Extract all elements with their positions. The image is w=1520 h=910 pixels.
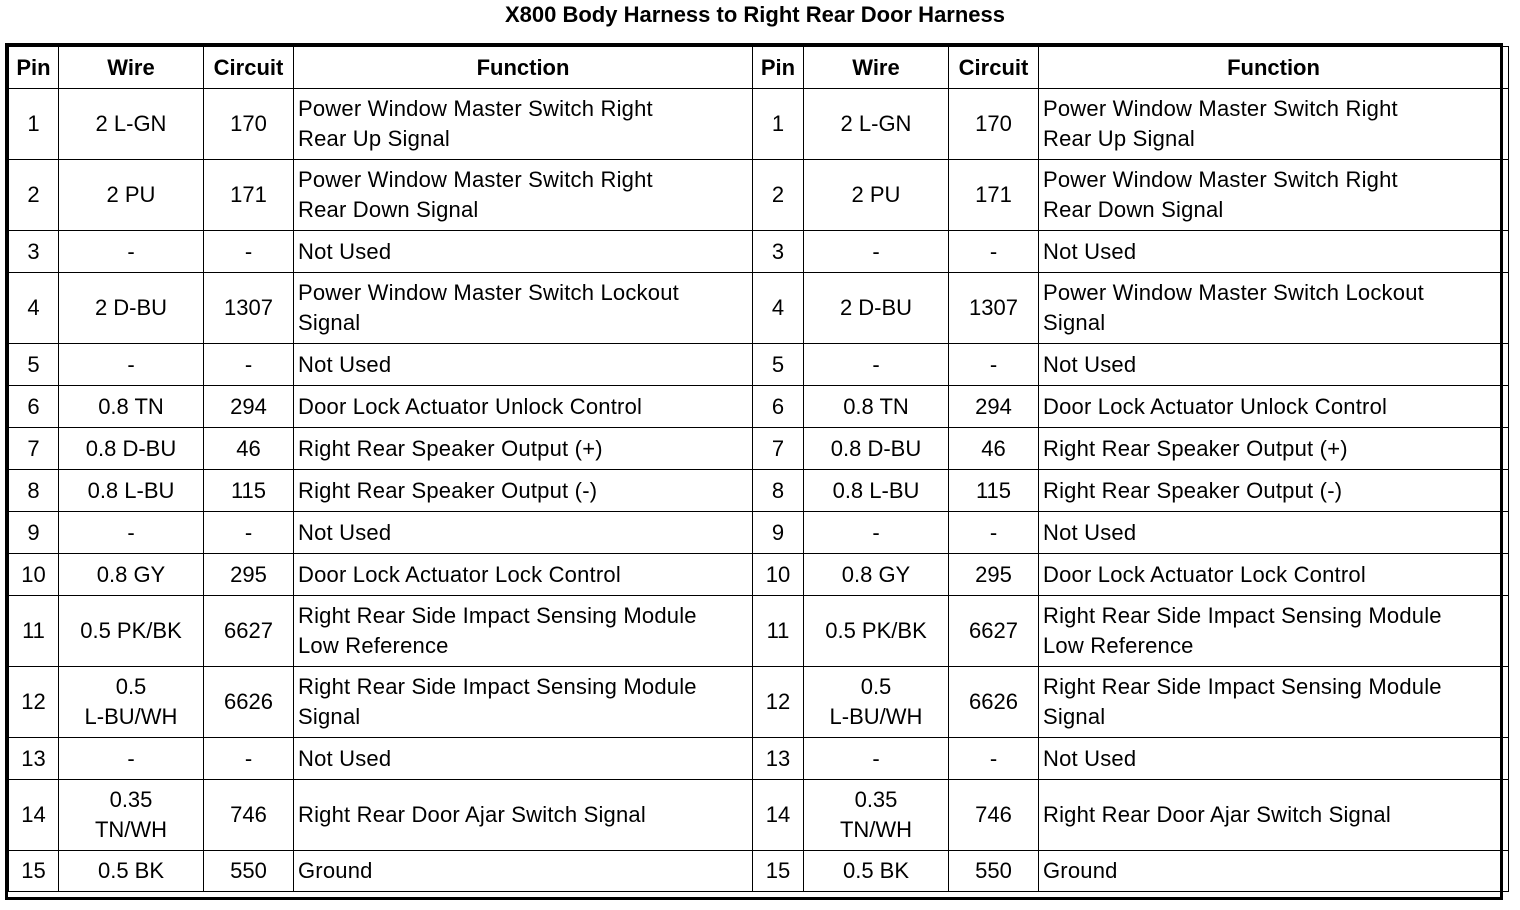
function-cell <box>294 344 753 386</box>
circuit-cell-right: 1307 <box>949 273 1039 344</box>
harness-table-frame <box>5 43 1503 900</box>
function-cell-right <box>1039 344 1509 386</box>
function-cell-line: Not Used <box>298 238 392 264</box>
function-cell <box>294 512 753 554</box>
table-row <box>9 160 1509 231</box>
function-cell-right-line: Door Lock Actuator Lock Control <box>1043 561 1366 587</box>
pin-cell-right: 15 <box>753 851 804 892</box>
wire-cell-line: - <box>127 238 135 264</box>
function-cell-right-line: Not Used <box>1043 745 1137 771</box>
function-cell <box>294 780 753 851</box>
circuit-cell-right: 170 <box>949 89 1039 160</box>
pin-cell-right: 14 <box>753 780 804 851</box>
pin-cell-right: 8 <box>753 470 804 512</box>
function-cell-right-line: Not Used <box>1043 351 1137 377</box>
wire-cell <box>59 554 204 596</box>
function-cell-right-line: Low Reference <box>1043 633 1194 658</box>
wire-cell-line: 0.5 PK/BK <box>80 618 182 643</box>
col-header-pin-right: Pin <box>753 47 804 89</box>
circuit-cell: 6626 <box>204 667 294 738</box>
col-header-wire-right: Wire <box>804 47 949 89</box>
function-cell-right-line: Not Used <box>1043 519 1137 545</box>
function-cell-right <box>1039 738 1509 780</box>
wire-cell-right <box>804 554 949 596</box>
wire-cell <box>59 428 204 470</box>
circuit-cell-right: 46 <box>949 428 1039 470</box>
pin-cell: 12 <box>9 667 59 738</box>
col-header-circuit-right: Circuit <box>949 47 1039 89</box>
wire-cell-right-line: - <box>872 745 880 771</box>
wire-cell-right-line: 2 L-GN <box>840 111 912 136</box>
function-cell-right-line: Rear Down Signal <box>1043 197 1224 222</box>
pin-cell: 10 <box>9 554 59 596</box>
wire-cell-right-line: 0.8 GY <box>841 561 911 587</box>
function-cell-right-line: Right Rear Door Ajar Switch Signal <box>1043 802 1391 827</box>
wire-cell-right-line: 0.35 <box>854 787 898 812</box>
table-row <box>9 89 1509 160</box>
pin-cell: 4 <box>9 273 59 344</box>
circuit-cell-right: 746 <box>949 780 1039 851</box>
function-cell-right-line: Ground <box>1043 858 1118 883</box>
function-cell <box>294 273 753 344</box>
header-row <box>9 47 1509 89</box>
circuit-cell-right: - <box>949 512 1039 554</box>
wire-cell-right <box>804 596 949 667</box>
circuit-cell-right: 550 <box>949 851 1039 892</box>
pin-cell-right: 5 <box>753 344 804 386</box>
wire-cell-right-line: 0.5 <box>860 674 892 699</box>
function-cell-line: Door Lock Actuator Unlock Control <box>298 393 643 419</box>
col-header-function: Function <box>294 47 753 89</box>
table-row <box>9 512 1509 554</box>
function-cell-line: Low Reference <box>298 633 449 658</box>
col-header-function-right: Function <box>1039 47 1509 89</box>
function-cell-line: Ground <box>298 858 373 883</box>
wire-cell-right-line: 2 PU <box>851 182 901 207</box>
function-cell-line: Right Rear Side Impact Sensing Module <box>298 674 697 699</box>
wire-cell-line: 0.35 <box>109 787 153 812</box>
wire-cell-line: 0.8 L-BU <box>87 477 175 503</box>
circuit-cell: 170 <box>204 89 294 160</box>
col-header-circuit: Circuit <box>204 47 294 89</box>
wire-cell <box>59 851 204 892</box>
wire-cell-right <box>804 386 949 428</box>
wire-cell <box>59 738 204 780</box>
function-cell <box>294 231 753 273</box>
wire-cell-right-line: - <box>872 238 880 264</box>
wire-cell-right-line: TN/WH <box>839 817 913 842</box>
circuit-cell: - <box>204 512 294 554</box>
pin-cell: 8 <box>9 470 59 512</box>
function-cell-line: Rear Down Signal <box>298 197 479 222</box>
wire-cell-right <box>804 738 949 780</box>
function-cell-right <box>1039 851 1509 892</box>
function-cell <box>294 667 753 738</box>
circuit-cell: 115 <box>204 470 294 512</box>
function-cell-line: Power Window Master Switch Lockout <box>298 280 679 305</box>
table-row <box>9 470 1509 512</box>
wire-cell <box>59 470 204 512</box>
circuit-cell: - <box>204 344 294 386</box>
function-cell-line: Door Lock Actuator Lock Control <box>298 561 621 587</box>
wire-cell-line: 0.5 BK <box>97 858 165 883</box>
wire-cell <box>59 667 204 738</box>
function-cell <box>294 851 753 892</box>
circuit-cell: 295 <box>204 554 294 596</box>
wire-cell-line: 0.8 D-BU <box>85 435 177 461</box>
pin-cell-right: 12 <box>753 667 804 738</box>
wire-cell-right <box>804 512 949 554</box>
wire-cell-right <box>804 231 949 273</box>
pin-cell: 14 <box>9 780 59 851</box>
wire-cell-right <box>804 851 949 892</box>
function-cell <box>294 428 753 470</box>
wire-cell-line: - <box>127 351 135 377</box>
function-cell-right-line: Signal <box>1043 310 1106 335</box>
function-cell-line: Not Used <box>298 519 392 545</box>
function-cell-line: Right Rear Side Impact Sensing Module <box>298 603 697 628</box>
function-cell-right <box>1039 512 1509 554</box>
pin-cell: 15 <box>9 851 59 892</box>
wire-cell-line: - <box>127 745 135 771</box>
wire-cell-line: 2 D-BU <box>94 295 168 320</box>
pin-cell: 5 <box>9 344 59 386</box>
function-cell-right-line: Power Window Master Switch Right <box>1043 96 1398 121</box>
pin-cell-right: 13 <box>753 738 804 780</box>
circuit-cell-right: - <box>949 231 1039 273</box>
function-cell <box>294 470 753 512</box>
function-cell-right <box>1039 470 1509 512</box>
function-cell-line: Right Rear Door Ajar Switch Signal <box>298 802 646 827</box>
circuit-cell: 746 <box>204 780 294 851</box>
wire-cell-line: 0.8 TN <box>98 393 164 419</box>
wire-cell-right <box>804 470 949 512</box>
table-row <box>9 231 1509 273</box>
function-cell-right-line: Right Rear Side Impact Sensing Module <box>1043 603 1442 628</box>
function-cell-right <box>1039 428 1509 470</box>
function-cell-right-line: Right Rear Speaker Output (+) <box>1043 435 1348 461</box>
wire-cell-right-line: 2 D-BU <box>839 295 913 320</box>
wire-cell <box>59 89 204 160</box>
circuit-cell: 46 <box>204 428 294 470</box>
pin-cell: 13 <box>9 738 59 780</box>
function-cell-line: Power Window Master Switch Right <box>298 96 653 121</box>
circuit-cell-right: - <box>949 738 1039 780</box>
wire-cell <box>59 273 204 344</box>
circuit-cell: 171 <box>204 160 294 231</box>
wire-cell-right-line: 0.8 TN <box>843 393 909 419</box>
table-row <box>9 738 1509 780</box>
wire-cell-line: 2 L-GN <box>95 111 167 136</box>
wire-cell-right-line: - <box>872 519 880 545</box>
pin-cell-right: 4 <box>753 273 804 344</box>
table-row <box>9 851 1509 892</box>
wire-cell <box>59 596 204 667</box>
function-cell-right-line: Power Window Master Switch Lockout <box>1043 280 1424 305</box>
function-cell <box>294 160 753 231</box>
pin-cell: 6 <box>9 386 59 428</box>
function-cell <box>294 738 753 780</box>
circuit-cell-right: 171 <box>949 160 1039 231</box>
function-cell-right <box>1039 596 1509 667</box>
function-cell-right <box>1039 667 1509 738</box>
wire-cell-right-line: - <box>872 351 880 377</box>
pin-cell-right: 11 <box>753 596 804 667</box>
pin-cell-right: 1 <box>753 89 804 160</box>
wire-cell <box>59 160 204 231</box>
wire-cell-right-line: L-BU/WH <box>829 704 923 729</box>
wire-cell-line: L-BU/WH <box>84 704 178 729</box>
function-cell-right-line: Signal <box>1043 704 1106 729</box>
circuit-cell-right: 115 <box>949 470 1039 512</box>
circuit-cell-right: 6626 <box>949 667 1039 738</box>
function-cell <box>294 554 753 596</box>
function-cell-right <box>1039 231 1509 273</box>
circuit-cell: - <box>204 231 294 273</box>
wire-cell-line: 0.5 <box>115 674 147 699</box>
circuit-cell: 1307 <box>204 273 294 344</box>
function-cell-line: Rear Up Signal <box>298 126 450 151</box>
table-row <box>9 344 1509 386</box>
table-row <box>9 596 1509 667</box>
table-row <box>9 386 1509 428</box>
pin-cell-right: 10 <box>753 554 804 596</box>
circuit-cell: - <box>204 738 294 780</box>
wire-cell <box>59 344 204 386</box>
function-cell-line: Right Rear Speaker Output (-) <box>298 477 598 503</box>
table-row <box>9 780 1509 851</box>
col-header-pin: Pin <box>9 47 59 89</box>
wire-cell-right-line: 0.8 L-BU <box>832 477 920 503</box>
wire-cell-right <box>804 273 949 344</box>
function-cell-right-line: Power Window Master Switch Right <box>1043 167 1398 192</box>
table-row <box>9 667 1509 738</box>
wire-cell-right <box>804 344 949 386</box>
wire-cell-right <box>804 428 949 470</box>
pin-cell-right: 3 <box>753 231 804 273</box>
wire-cell-line: 0.8 GY <box>96 561 166 587</box>
circuit-cell: 550 <box>204 851 294 892</box>
wire-cell-right <box>804 667 949 738</box>
wire-cell-right-line: 0.5 BK <box>842 858 910 883</box>
harness-table <box>8 46 1509 892</box>
function-cell-line: Right Rear Speaker Output (+) <box>298 435 603 461</box>
wire-cell-line: TN/WH <box>94 817 168 842</box>
table-row <box>9 554 1509 596</box>
wire-cell-right <box>804 160 949 231</box>
pin-cell: 2 <box>9 160 59 231</box>
function-cell-right-line: Right Rear Side Impact Sensing Module <box>1043 674 1442 699</box>
function-cell-line: Not Used <box>298 745 392 771</box>
wire-cell <box>59 231 204 273</box>
document-title: X800 Body Harness to Right Rear Door Harness <box>504 2 1006 27</box>
function-cell-line: Signal <box>298 704 361 729</box>
function-cell-right <box>1039 386 1509 428</box>
pin-cell: 11 <box>9 596 59 667</box>
pin-cell-right: 2 <box>753 160 804 231</box>
table-row <box>9 273 1509 344</box>
circuit-cell-right: - <box>949 344 1039 386</box>
function-cell-right <box>1039 554 1509 596</box>
function-cell-line: Signal <box>298 310 361 335</box>
circuit-cell: 294 <box>204 386 294 428</box>
function-cell <box>294 89 753 160</box>
function-cell-right <box>1039 780 1509 851</box>
pin-cell: 1 <box>9 89 59 160</box>
circuit-cell-right: 6627 <box>949 596 1039 667</box>
pin-cell: 7 <box>9 428 59 470</box>
function-cell-right <box>1039 89 1509 160</box>
pin-cell-right: 7 <box>753 428 804 470</box>
function-cell-line: Not Used <box>298 351 392 377</box>
function-cell-right-line: Rear Up Signal <box>1043 126 1195 151</box>
circuit-cell-right: 294 <box>949 386 1039 428</box>
function-cell-right-line: Door Lock Actuator Unlock Control <box>1043 393 1388 419</box>
wire-cell <box>59 386 204 428</box>
function-cell-right <box>1039 273 1509 344</box>
wire-cell <box>59 780 204 851</box>
function-cell-right-line: Not Used <box>1043 238 1137 264</box>
wire-cell-line: - <box>127 519 135 545</box>
circuit-cell: 6627 <box>204 596 294 667</box>
pin-cell-right: 9 <box>753 512 804 554</box>
function-cell <box>294 386 753 428</box>
pin-cell: 3 <box>9 231 59 273</box>
function-cell <box>294 596 753 667</box>
function-cell-right <box>1039 160 1509 231</box>
function-cell-line: Power Window Master Switch Right <box>298 167 653 192</box>
wire-cell-line: 2 PU <box>106 182 156 207</box>
pin-cell-right: 6 <box>753 386 804 428</box>
wire-cell-right <box>804 89 949 160</box>
wire-cell-right-line: 0.8 D-BU <box>830 435 922 461</box>
circuit-cell-right: 295 <box>949 554 1039 596</box>
function-cell-right-line: Right Rear Speaker Output (-) <box>1043 477 1343 503</box>
wire-cell <box>59 512 204 554</box>
pin-cell: 9 <box>9 512 59 554</box>
wire-cell-right <box>804 780 949 851</box>
wire-cell-right-line: 0.5 PK/BK <box>825 618 927 643</box>
col-header-wire: Wire <box>59 47 204 89</box>
table-row <box>9 428 1509 470</box>
